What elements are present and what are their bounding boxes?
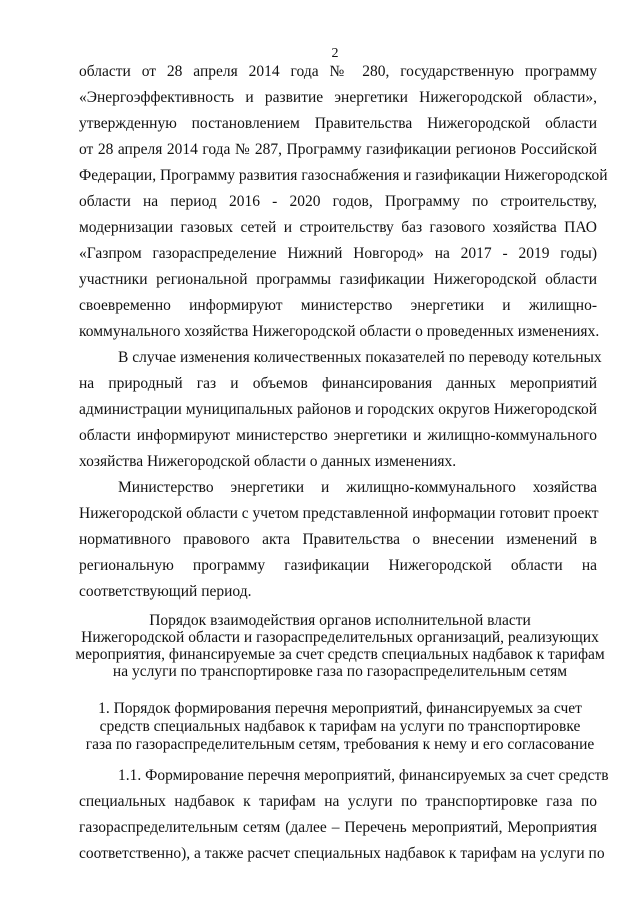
subsection-title-line: газа по газораспределительным сетям, требования к нему и его согласование (85, 736, 595, 753)
paragraph-3-line: региональную программу газификации Нижегородской области на (79, 557, 597, 574)
paragraph-1-line: Федерации, Программу развития газоснабжения и газификации Нижегородской (79, 167, 608, 184)
section-title-line: мероприятия, финансируемые за счет средств специальных надбавок к тарифам (75, 646, 605, 663)
paragraph-4-line: специальных надбавок к тарифам на услуги по транспортировке газа по (79, 793, 597, 810)
paragraph-2-line: администрации муниципальных районов и городских округов Нижегородской (79, 401, 597, 418)
paragraph-3-line: Нижегородской области с учетом представленной информации готовит проект (79, 505, 599, 522)
paragraph-2-line: хозяйства Нижегородской области о данных изменениях. (79, 453, 457, 470)
paragraph-1-line: участники региональной программы газификации Нижегородской области (79, 271, 597, 288)
paragraph-4-line: газораспределительным сетям (далее – Перечень мероприятий, Мероприятия (79, 819, 597, 836)
page-number: 2 (331, 46, 339, 61)
paragraph-1-line: модернизации газовых сетей и строительству баз газового хозяйства ПАО (79, 219, 597, 236)
paragraph-2-line: В случае изменения количественных показателей по переводу котельных (118, 349, 602, 366)
paragraph-3-line: нормативного правового акта Правительства о внесении изменений в (79, 531, 597, 548)
paragraph-1-line: утвержденную постановлением Правительства Нижегородской области (79, 115, 597, 132)
paragraph-1-line: от 28 апреля 2014 года № 287, Программу газификации регионов Российской (79, 141, 597, 158)
section-title-line: на услуги по транспортировке газа по газораспределительным сетям (112, 663, 568, 680)
paragraph-1-line: области от 28 апреля 2014 года № 280, государственную программу (79, 63, 597, 80)
paragraph-4-line: соответственно), а также расчет специальных надбавок к тарифам на услуги по (79, 845, 605, 862)
paragraph-1-line: своевременно информируют министерство энергетики и жилищно- (79, 297, 597, 314)
paragraph-1-line: области на период 2016 - 2020 годов, Программу по строительству, (79, 193, 597, 210)
paragraph-1-line: «Энергоэффективность и развитие энергетики Нижегородской области», (79, 89, 597, 106)
paragraph-1-line: коммунального хозяйства Нижегородской области о проведенных изменениях. (79, 323, 600, 340)
paragraph-2-line: на природный газ и объемов финансирования данных мероприятий (79, 375, 597, 392)
paragraph-4-line: 1.1. Формирование перечня мероприятий, финансируемых за счет средств (118, 767, 609, 784)
section-title-line: Нижегородской области и газораспределительных организаций, реализующих (81, 629, 599, 646)
subsection-title-line: 1. Порядок формирования перечня мероприятий, финансируемых за счет (98, 700, 582, 717)
paragraph-3-line: соответствующий период. (79, 583, 252, 600)
paragraph-1-line: «Газпром газораспределение Нижний Новгород» на 2017 - 2019 годы) (79, 245, 597, 262)
paragraph-3-line: Министерство энергетики и жилищно-коммунального хозяйства (118, 479, 597, 496)
subsection-title-line: средств специальных надбавок к тарифам на услуги по транспортировке (99, 718, 581, 735)
paragraph-2-line: области информируют министерство энергетики и жилищно-коммунального (79, 427, 597, 444)
section-title-line: Порядок взаимодействия органов исполнительной власти (149, 612, 531, 629)
